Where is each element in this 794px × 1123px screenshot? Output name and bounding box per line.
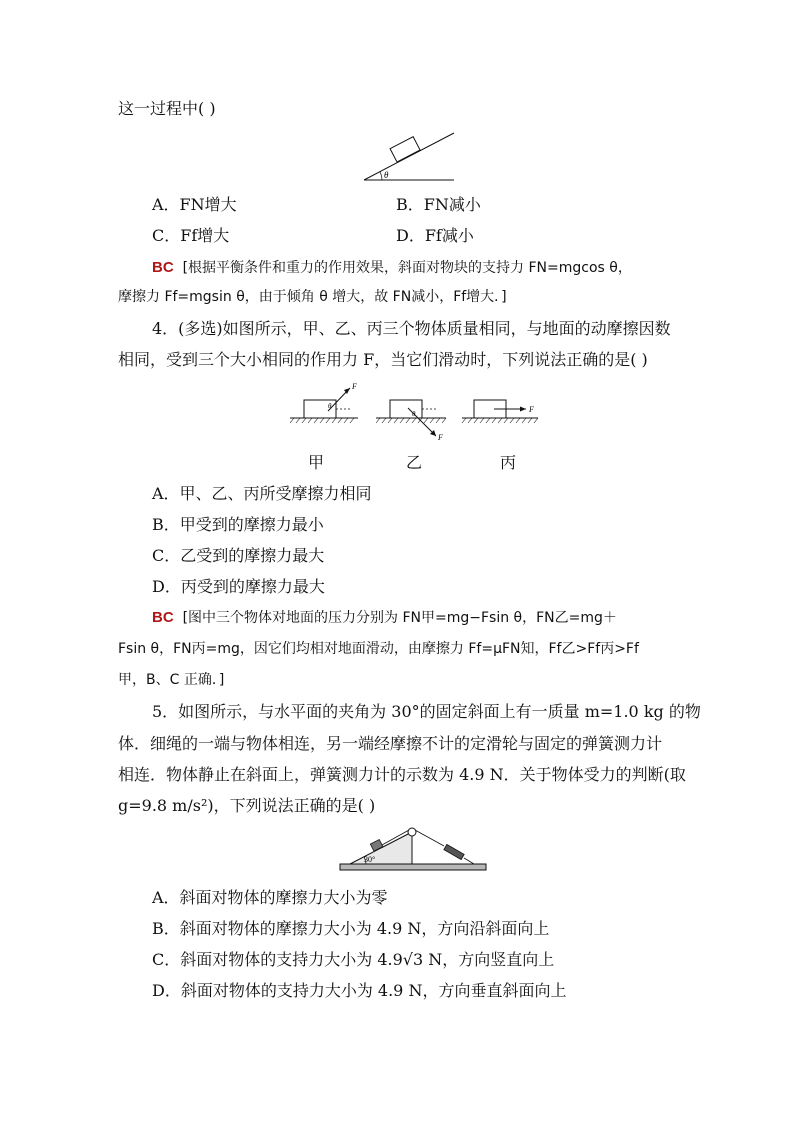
q4-jia-force-label: F xyxy=(352,382,357,391)
q4-jia-theta: θ xyxy=(328,402,332,410)
q5-option-b: B．斜面对物体的摩擦力大小为 4.9 N，方向沿斜面向上 xyxy=(152,919,550,938)
q4-option-a: A．甲、乙、丙所受摩擦力相同 xyxy=(152,484,372,503)
q3-option-a: A．FN增大 xyxy=(152,195,237,214)
q4-answer-line-1 xyxy=(152,607,617,629)
q3-stem-tail: 这一过程中( ) xyxy=(118,99,216,118)
q4-explain-3: 甲，B、C 正确．] xyxy=(118,672,225,688)
q4-fig-bing xyxy=(462,400,538,423)
q5-stem-3: 相连．物体静止在斜面上，弹簧测力计的示数为 4.9 N．关于物体受力的判断(取 xyxy=(118,765,686,784)
q3-option-b: B．FN减小 xyxy=(396,195,481,214)
q5-stem-1: 5．如图所示，与水平面的夹角为 30°的固定斜面上有一质量 m=1.0 kg 的物 xyxy=(152,702,701,721)
q4-label-jia: 甲 xyxy=(308,453,325,472)
q4-option-d: D．丙受到的摩擦力最大 xyxy=(152,577,325,596)
q4-label-bing: 丙 xyxy=(500,453,517,472)
q4-fig-jia xyxy=(290,382,358,423)
q5-option-c: C．斜面对物体的支持力大小为 4.9√3 N，方向竖直向上 xyxy=(152,950,555,969)
q3-option-c: C．Ff增大 xyxy=(152,226,230,245)
q4-yi-theta: θ xyxy=(412,410,416,418)
q5-option-d: D．斜面对物体的支持力大小为 4.9 N，方向垂直斜面向上 xyxy=(152,981,567,1000)
q4-explain-2: Fsin θ，FN丙=mg，因它们均相对地面滑动，由摩擦力 Ff=μFN知，Ff乙>Ff丙>Ff xyxy=(118,641,639,657)
q3-option-d: D．Ff减小 xyxy=(396,226,474,245)
q4-stem-1: 4．(多选)如图所示，甲、乙、丙三个物体质量相同，与地面的动摩擦因数 xyxy=(152,319,671,338)
q3-answer-tag: BC xyxy=(152,259,174,276)
q4-label-yi: 乙 xyxy=(406,453,423,472)
q3-answer-line-1 xyxy=(152,257,632,279)
q4-answer-tag: BC xyxy=(152,609,174,626)
q3-theta-label: θ xyxy=(384,170,389,180)
q4-option-b: B．甲受到的摩擦力最小 xyxy=(152,515,324,534)
q4-fig-yi xyxy=(376,400,446,442)
q3-incline-figure xyxy=(360,128,460,184)
q4-yi-force-label: F xyxy=(438,433,443,442)
q4-force-figure xyxy=(288,378,548,446)
q4-bing-force-label: F xyxy=(529,405,534,414)
q3-explain-2: 摩擦力 Ff=mgsin θ，由于倾角 θ 增大，故 FN减小，Ff增大．] xyxy=(118,289,507,305)
q3-explain-1: [根据平衡条件和重力的作用效果，斜面对物块的支持力 FN=mgcos θ， xyxy=(182,260,632,276)
q4-stem-2: 相同，受到三个大小相同的作用力 F，当它们滑动时，下列说法正确的是( ) xyxy=(118,350,648,369)
q5-angle-label: 30° xyxy=(364,855,376,864)
q5-option-a: A．斜面对物体的摩擦力大小为零 xyxy=(152,888,388,907)
q4-explain-1: [图中三个物体对地面的压力分别为 FN甲=mg−Fsin θ，FN乙=mg＋ xyxy=(182,610,617,626)
q5-stem-2: 体．细绳的一端与物体相连，另一端经摩擦不计的定滑轮与固定的弹簧测力计 xyxy=(118,734,663,753)
q5-pulley-figure xyxy=(336,824,490,874)
q4-option-c: C．乙受到的摩擦力最大 xyxy=(152,546,325,565)
q5-stem-4: g=9.8 m/s²)，下列说法正确的是( ) xyxy=(118,796,376,815)
